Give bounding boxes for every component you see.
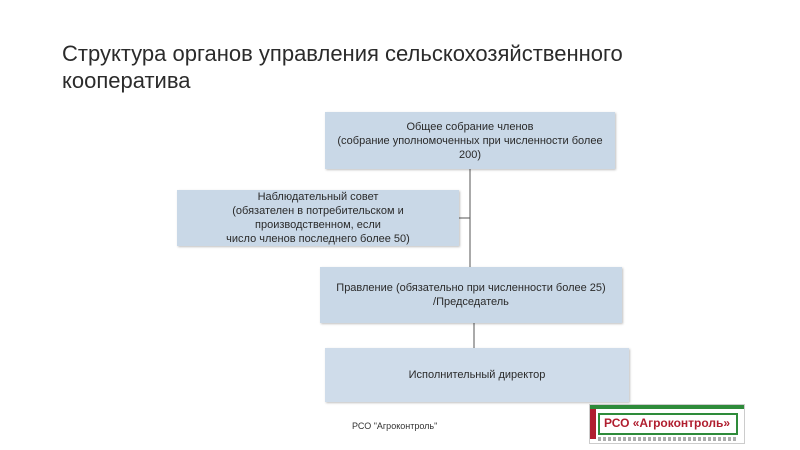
company-logo: [589, 404, 745, 444]
page-title: Структура органов управления сельскохозяйственного кооператива: [62, 41, 623, 93]
node-general-meeting: Общее собрание членов (собрание уполномоченных при численности более 200): [325, 112, 615, 169]
node-board: Правление (обязательно при численности более 25) /Председатель: [320, 267, 622, 323]
logo-text: РСО «Агроконтроль»: [604, 416, 731, 430]
footer-text: РСО "Агроконтроль": [352, 421, 438, 431]
logo-red-bar: [590, 409, 596, 439]
node-executive-director: Исполнительный директор: [325, 348, 629, 402]
logo-green-stripe: [590, 405, 744, 409]
logo-fine-print: [598, 437, 738, 441]
node-supervisory-board: Наблюдательный совет (обязателен в потребительском и производственном, если число членов последнего более 50): [177, 190, 459, 246]
